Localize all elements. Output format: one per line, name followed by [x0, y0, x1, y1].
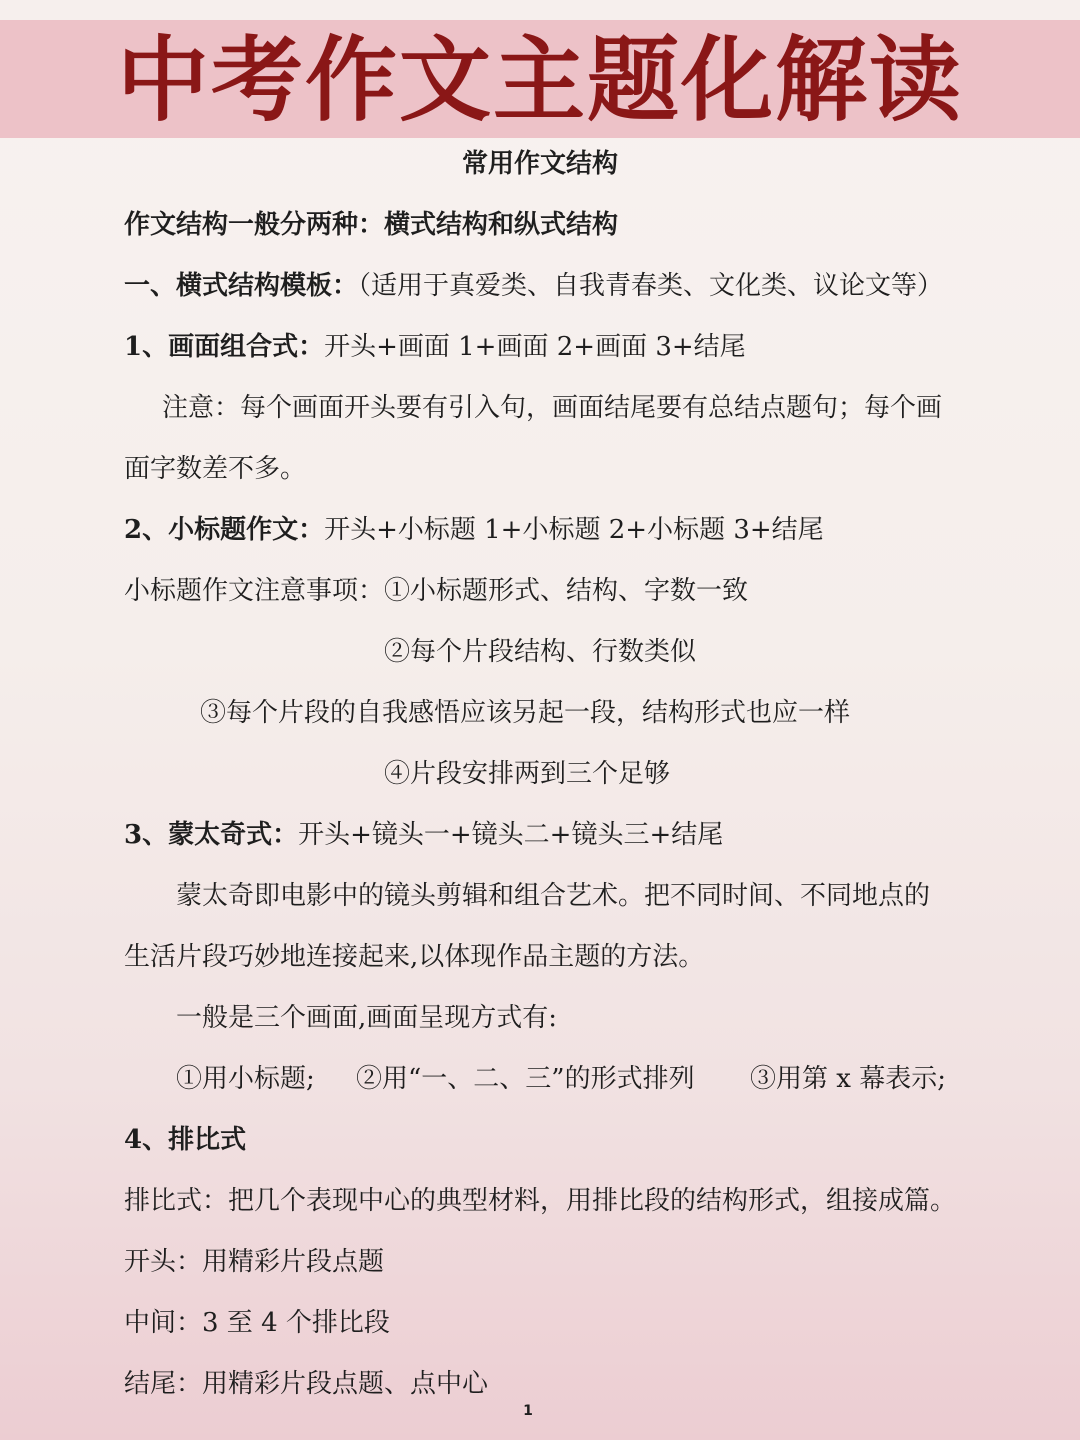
- item4-opening: 开头：用精彩片段点题: [124, 1247, 385, 1277]
- page-title: 中考作文主题化解读: [116, 27, 963, 134]
- item3-way-1: ①用小标题;: [176, 1064, 315, 1094]
- item4-definition: 排比式：把几个表现中心的典型材料，用排比段的结构形式，组接成篇。: [124, 1186, 957, 1216]
- item2-formula: 开头+小标题 1+小标题 2+小标题 3+结尾: [324, 515, 824, 545]
- item3-desc-line2: 生活片段巧妙地连接起来,以体现作品主题的方法。: [124, 942, 705, 972]
- section1-heading-line: [124, 269, 943, 303]
- item1-note-line2: 面字数差不多。: [124, 454, 307, 484]
- item4-label: 4、排比式: [124, 1125, 247, 1155]
- page-number: 1: [523, 1403, 533, 1419]
- item3-desc-line1: 蒙太奇即电影中的镜头剪辑和组合艺术。把不同时间、不同地点的: [176, 881, 931, 911]
- item2-note-3: ③每个片段的自我感悟应该另起一段，结构形式也应一样: [200, 698, 851, 728]
- item3-way-3: ③用第 x 幕表示;: [750, 1064, 946, 1094]
- item1-label: 1、画面组合式：: [124, 332, 325, 362]
- item3-label: 3、蒙太奇式：: [124, 820, 299, 850]
- section1-note: （适用于真爱类、自我青春类、文化类、议论文等）: [358, 271, 944, 301]
- item2-line: [124, 513, 824, 547]
- top-strip: [0, 0, 1080, 20]
- item1-line: [124, 330, 746, 364]
- item2-note-2: ②每个片段结构、行数类似: [384, 637, 697, 667]
- item2-notes-label: 小标题作文注意事项：: [124, 576, 385, 606]
- item1-formula: 开头+画面 1+画面 2+画面 3+结尾: [324, 332, 746, 362]
- item4-middle: 中间：3 至 4 个排比段: [124, 1308, 390, 1338]
- item3-line: [124, 818, 723, 852]
- item1-note-line1: 注意：每个画面开头要有引入句，画面结尾要有总结点题句；每个画: [162, 393, 943, 423]
- item2-note-1: ①小标题形式、结构、字数一致: [384, 576, 749, 606]
- item3-ways-intro: 一般是三个画面,画面呈现方式有:: [176, 1003, 558, 1033]
- section-subtitle: 常用作文结构: [461, 149, 618, 179]
- item3-formula: 开头+镜头一+镜头二+镜头三+结尾: [298, 820, 724, 850]
- item2-label: 2、小标题作文：: [124, 515, 325, 545]
- title-banner: [0, 20, 1080, 138]
- item3-way-2: ②用“一、二、三”的形式排列: [356, 1064, 695, 1094]
- item2-notes-line: [124, 574, 748, 608]
- section1-heading: 一、横式结构模板：: [124, 271, 359, 301]
- item4-ending: 结尾：用精彩片段点题、点中心: [124, 1369, 489, 1399]
- item2-note-4: ④片段安排两到三个足够: [384, 759, 671, 789]
- intro-line: 作文结构一般分两种：横式结构和纵式结构: [124, 210, 619, 240]
